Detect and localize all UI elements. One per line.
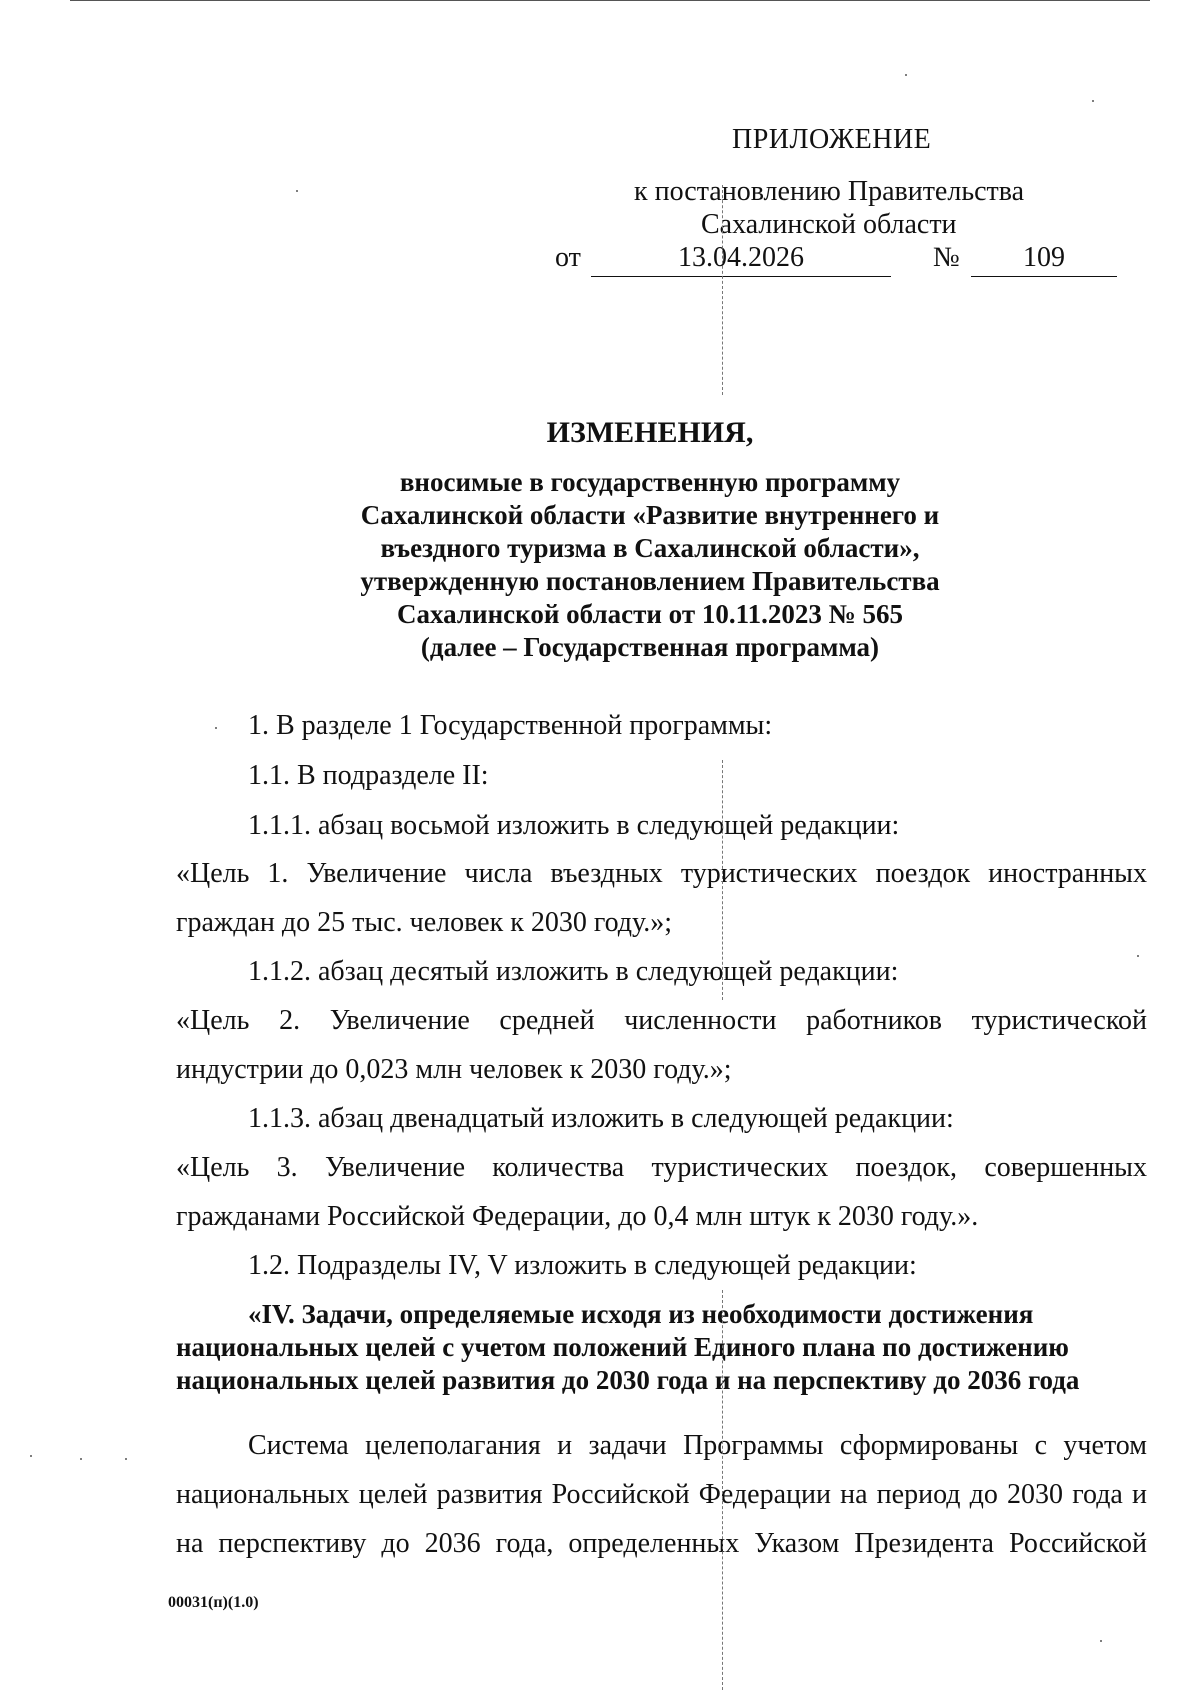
- scan-edge-line: [70, 0, 1150, 1]
- item-1-2: 1.2. Подразделы IV, V изложить в следующей редакции:: [248, 1250, 917, 1281]
- goal-2-line-2: индустрии до 0,023 млн человек к 2030 году.»;: [176, 1054, 732, 1085]
- document-heading: ИЗМЕНЕНИЯ,: [546, 416, 754, 449]
- subheading-line: вносимые в государственную программу: [399, 467, 901, 497]
- form-code: 00031(п)(1.0): [168, 1594, 259, 1611]
- item-1-1: 1.1. В подразделе II:: [248, 760, 489, 791]
- number-sign: №: [933, 242, 960, 273]
- scan-speck: [1092, 100, 1094, 102]
- item-1: 1. В разделе 1 Государственной программы:: [248, 710, 773, 741]
- section-4-heading-line: национальных целей с учетом положений Единого плана по достижению: [176, 1332, 1069, 1362]
- section-4-heading-line: национальных целей развития до 2030 года и на перспективу до 2036 года: [176, 1365, 1080, 1395]
- fold-mark: [722, 1290, 723, 1690]
- subheading-line: Сахалинской области от 10.11.2023 № 565: [397, 599, 903, 629]
- document-subheading: [160, 466, 1140, 664]
- appendix-title: ПРИЛОЖЕНИЕ: [732, 124, 932, 155]
- scan-speck: [1100, 1640, 1102, 1642]
- appendix-date-row: [555, 242, 1115, 276]
- resolution-date: 13.04.2026: [591, 242, 891, 277]
- item-1-1-2: 1.1.2. абзац десятый изложить в следующей редакции:: [248, 956, 899, 987]
- goal-3-line-2: гражданами Российской Федерации, до 0,4 млн штук к 2030 году.».: [176, 1201, 979, 1232]
- scan-speck: [125, 1458, 127, 1460]
- item-1-1-1: 1.1.1. абзац восьмой изложить в следующей редакции:: [248, 810, 900, 841]
- goal-3-line-1: «Цель 3. Увеличение количества туристических поездок, совершенных: [176, 1152, 1147, 1183]
- fold-mark: [722, 185, 723, 395]
- subheading-line: въездного туризма в Сахалинской области»,: [380, 533, 920, 563]
- system-line-1: Система целеполагания и задачи Программы сформированы с учетом: [248, 1430, 1147, 1461]
- scan-speck: [215, 727, 217, 729]
- goal-2-line-1: «Цель 2. Увеличение средней численности работников туристической: [176, 1005, 1147, 1036]
- goal-1-line-2: граждан до 25 тыс. человек к 2030 году.»;: [176, 907, 673, 938]
- scan-speck: [1137, 955, 1139, 957]
- system-line-3: на перспективу до 2036 года, определенных Указом Президента Российской: [176, 1528, 1147, 1559]
- scan-speck: [296, 190, 298, 192]
- appendix-line-1: к постановлению Правительства: [634, 176, 1025, 207]
- from-label: от: [555, 242, 581, 273]
- section-4-heading: [176, 1298, 1136, 1397]
- system-line-2: национальных целей развития Российской Федерации на период до 2030 года и: [176, 1479, 1147, 1510]
- resolution-number: 109: [971, 242, 1117, 277]
- scan-speck: [30, 1455, 32, 1457]
- subheading-line: Сахалинской области «Развитие внутреннего и: [360, 500, 940, 530]
- scan-speck: [905, 74, 907, 76]
- section-4-heading-line: «IV. Задачи, определяемые исходя из необходимости достижения: [248, 1299, 1034, 1329]
- scan-speck: [80, 1458, 82, 1460]
- goal-1-line-1: «Цель 1. Увеличение числа въездных туристических поездок иностранных: [176, 858, 1147, 889]
- fold-mark: [722, 760, 723, 1000]
- item-1-1-3: 1.1.3. абзац двенадцатый изложить в следующей редакции:: [248, 1103, 954, 1134]
- subheading-line: утвержденную постановлением Правительства: [360, 566, 940, 596]
- subheading-line: (далее – Государственная программа): [420, 632, 880, 662]
- appendix-line-2: Сахалинской области: [701, 209, 957, 240]
